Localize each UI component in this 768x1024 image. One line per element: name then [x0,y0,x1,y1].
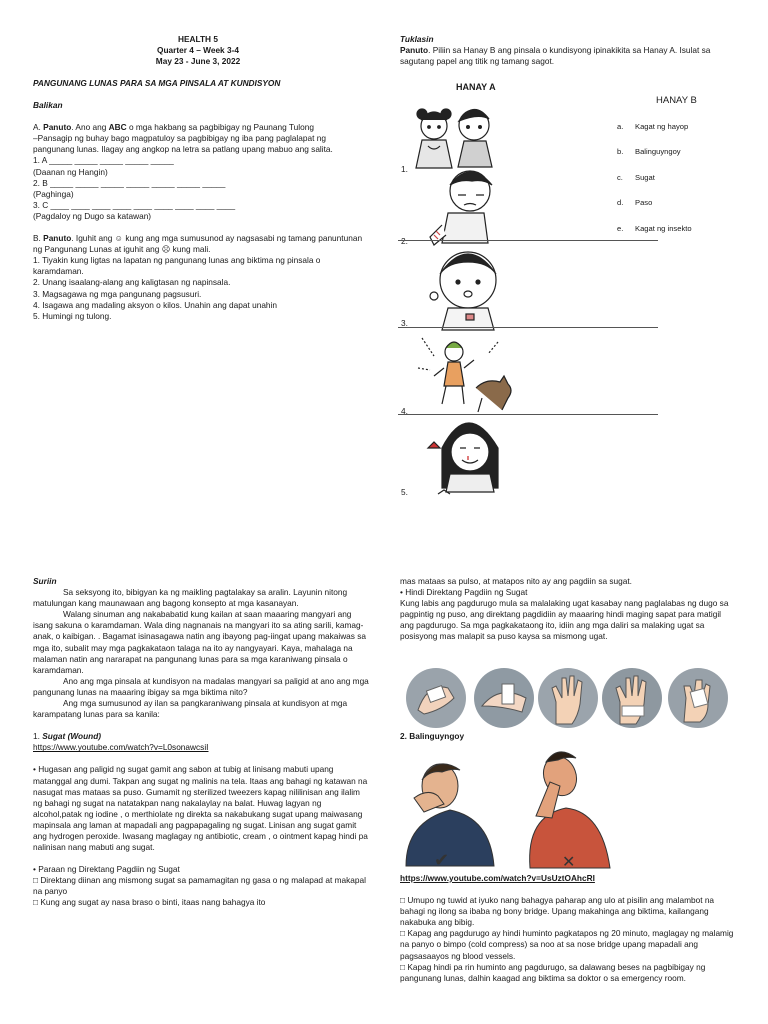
label-a: A. [33,122,44,133]
tuklasin-instruction [400,45,735,67]
hanay-a-heading: HANAY A [456,82,496,92]
direct-pressure-heading: • Paraan ng Direktang Pagdiin ng Sugat [33,864,180,875]
item-number-5: 5. [401,487,408,497]
blank-line-1: 1. A _____ _____ _____ _____ _____ [33,155,174,166]
tuklasin-text: . Piliin sa Hanay B ang pinsala o kundisyong ipinakikita sa Hanay A. Isulat sa sagutang papel ang titik ng tamang sagot. [400,45,711,67]
option-e [617,224,692,233]
rule-item-3: 3. Magsagawa ng mga pangunang pagsusuri. [33,288,202,299]
divider-4 [398,414,658,415]
illustration-insect-bite [416,109,492,168]
illustration-animal-bite [418,338,511,412]
sugat-instructions: • Hugasan ang paligid ng sugat gamit ang sabon at tubig at linisang mabuti upang matanggal ang dumi. Takpan ang sugat ng malinis na tela. Itaas ang bahagi ng katawan na nasugat mas mataas sa puso. Gumamit ng sterilized tweezers kapag nililinisan ang ilalim ng bahagi ng sugat na natatakpan nang nakalaylay na balat. Huwag lagyan ng alcohol,patak ng iodine , o merthiolate ng direkta sa nakabukang sugat upang maiwasang mapinsala ang laman at mapadali ang pagpapagaling ng sugat. Linisan ang sugat gamit ang hydrogen peroxide. Iwasang maglagay ng antibiotic, cream , o ointment kapag hindi pa nalinisan nang mabuti ang sugat. [33,764,368,853]
wrong-posture-figure [530,752,610,868]
item-number-1: 1. [401,164,408,174]
option-e-letter: e. [617,224,624,233]
illustration-burn [430,171,492,245]
blank-line-2: 2. B _____ _____ _____ _____ _____ _____ _____ [33,177,226,188]
blank-hint-3: (Pagdaloy ng Dugo sa katawan) [33,210,152,221]
left-column-top [33,34,363,322]
option-c [617,173,655,182]
item-number-2: 2. [401,236,408,246]
option-d-letter: d. [617,198,624,207]
nosebleed-step-2: □ Kapag ang pagdurugo ay hindi huminto pagkatapos ng 20 minuto, maglagay ng malamig na panyo o bimpo (cold compress) sa noo at sa nose bridge upang mapadali ang pagsasaayos ng blood vessels. [400,928,734,961]
blank-hint-1: (Daanan ng Hangin) [33,166,108,177]
suriin-para-3: Ano ang mga pinsala at kundisyon na madalas mangyari sa paligid at ano ang mga pangunang lunas na maaaring ibigay sa mga biktima nito? [33,675,369,697]
option-a-text: Kagat ng hayop [635,122,689,131]
instruction-a-desc: –Pansagip ng buhay bago magpatuloy sa pagbibigay ng iba pang paglalapat ng pangunang lunas. Ilagay ang angkop na letra sa patlang upang mabuo ang salita. [33,133,333,155]
label-b: B. [33,233,44,244]
section-balinguyngoy: 2. Balinguyngoy [400,731,465,741]
instruction-b-text: . Iguhit ang ☺ kung ang mga sumusunod ay nagsasabi ng tamang panuntunan ng Pangunang Lunas at iguhit ang ☹ kung mali. [33,233,363,255]
section-balikan: Balikan [33,100,63,111]
indirect-pressure-heading: • Hindi Direktang Pagdiin ng Sugat [400,587,528,598]
continued-text: mas mataas sa pulso, at matapos nito ay ang pagdiin sa sugat. [400,576,632,586]
direct-pressure-step-2: □ Kung ang sugat ay nasa braso o binti, itaas nang bahagya ito [33,897,266,908]
instruction-b [33,233,363,255]
wound-cleaning-icon [474,668,534,728]
option-a [617,122,688,131]
rule-item-5: 5. Humingi ng tulong. [33,310,112,321]
divider-3 [398,327,658,328]
instruction-a-text1: . Ano ang [71,122,109,133]
suriin-para-4: Ang mga sumusunod ay ilan sa pangkaraniwang pinsala at kundisyon at mga karampatang lunas para sa kanila: [33,698,348,720]
option-b [617,147,681,156]
rule-item-4: 4. Isagawa ang madaling aksyon o kilos. Unahin ang dapat unahin [33,299,278,310]
page-bottom [0,512,768,1024]
option-b-letter: b. [617,147,624,156]
suriin-para-2: Walang sinuman ang nakababatid kung kailan at saan maaaring mangyari ang isang sakuna o karamdaman. Wala ding nagnanais na mangyari ito sa ating sarili, kamag-anak, o kaibigan. . Bagamat isinasagawa natin ang ibayong pag-iingat upang makaiwas sa mga ito, subalit may mga pagkakataon talaga na ito ay nangyayari. Kaya, mahalaga na malaman natin ang nararapat na pangunang lunas para sa mga karaniwang pinsala o karamdaman. [33,609,367,675]
nosebleed-posture-images [398,746,618,876]
wrong-cross-icon: ✕ [562,854,576,871]
hand-icon [538,668,598,728]
right-column-bottom-text [400,576,736,643]
section-sugat-title: Sugat (Wound) [42,731,102,742]
option-e-text: Kagat ng insekto [635,224,692,233]
nosebleed-step-1: □ Umupo ng tuwid at iyuko nang bahagya paharap ang ulo at pisilin ang malambot na bahagi ng ilong sa ibaba ng bony bridge. Upang makahinga ang biktima, kailangang nakabuka ang bibig. [400,895,715,928]
option-c-letter: c. [617,173,623,182]
abc-term: ABC [108,122,127,133]
indirect-pressure-text: Kung labis ang pagdurugo mula sa malalaking ugat kasabay nang paglalabas ng dugo sa pagpintig ng puso, ang direktang pagdidiin ay maaaring hindi maging sapat para matigil ang pagdurugo. Sa mga pagkakataong ito, idiin ang mga daliri sa malaking ugat sa posisyong mas malapit sa puso kaysa sa mismong ugat. [400,598,729,642]
header-quarter: Quarter 4 – Week 3-4 [157,45,239,55]
wound-care-images [404,666,730,730]
illustration-nosebleed [428,423,498,494]
illustration-wound [430,252,496,330]
option-a-letter: a. [617,122,624,131]
correct-check-icon: ✔ [434,850,450,870]
option-c-text: Sugat [635,173,655,182]
sugat-video-link[interactable]: https://www.youtube.com/watch?v=L0sonawcsiI [33,742,209,753]
item-number-4: 4. [401,406,408,416]
option-d-text: Paso [635,198,653,207]
instruction-a-text2: o mga hakbang sa pagbibigay ng Paunang Tulong [126,122,314,133]
wrapped-hand-icon [668,668,728,728]
left-column-bottom [33,576,369,909]
panuto-tuklasin: Panuto [400,45,429,56]
hanay-a-illustrations [398,88,538,508]
blank-hint-2: (Paghinga) [33,188,74,199]
section-suriin: Suriin [33,576,57,586]
bandaged-hand-icon [602,668,662,728]
header-subject: HEALTH 5 [178,34,218,44]
section-sugat-num: 1. [33,731,43,742]
panuto-a: Panuto [43,122,72,133]
option-b-text: Balinguyngoy [635,147,681,156]
instruction-a [33,122,363,133]
section-tuklasin: Tuklasin [400,34,434,44]
header-dates: May 23 - June 3, 2022 [155,56,241,66]
lesson-title: PANGUNANG LUNAS PARA SA MGA PINSALA AT KUNDISYON [33,78,281,88]
suriin-para-1: Sa seksyong ito, bibigyan ka ng maikling pagtalakay sa aralin. Layunin nitong matulungan kang maunawaan ang bagong konsepto at mga kasanayan. [33,587,348,609]
balinguyngoy-video-link[interactable]: https://www.youtube.com/watch?v=UsUztOAhcRI [400,873,595,883]
rule-item-1: 1. Tiyakin kung ligtas na lapatan ng pangunang lunas ang biktima ng pinsala o karamdaman. [33,255,321,277]
option-d [617,198,652,207]
correct-posture-figure [406,764,494,866]
rule-item-2: 2. Unang isaalang-alang ang kaligtasan ng napinsala. [33,277,231,288]
nosebleed-step-3: □ Kapag hindi pa rin huminto ang pagdurugo, sa dalawang beses na pagbibigay ng pangunang lunas, dalhin kaagad ang biktima sa doktor o sa emergency room. [400,961,706,983]
hanay-b-heading: HANAY B [656,95,697,106]
divider-2 [398,240,658,241]
section-sugat [33,731,369,742]
direct-pressure-step-1: □ Direktang diinan ang mismong sugat sa pamamagitan ng gasa o ng malapad at makapal na panyo [33,875,366,897]
right-column-bottom-lower [400,873,736,984]
hand-compress-icon [406,668,466,728]
panuto-b: Panuto [43,233,72,244]
right-column-top [400,34,735,67]
item-number-3: 3. [401,318,408,328]
blank-line-3: 3. C ____ ____ ____ ____ ____ ____ ____ ____ ____ [33,199,236,210]
